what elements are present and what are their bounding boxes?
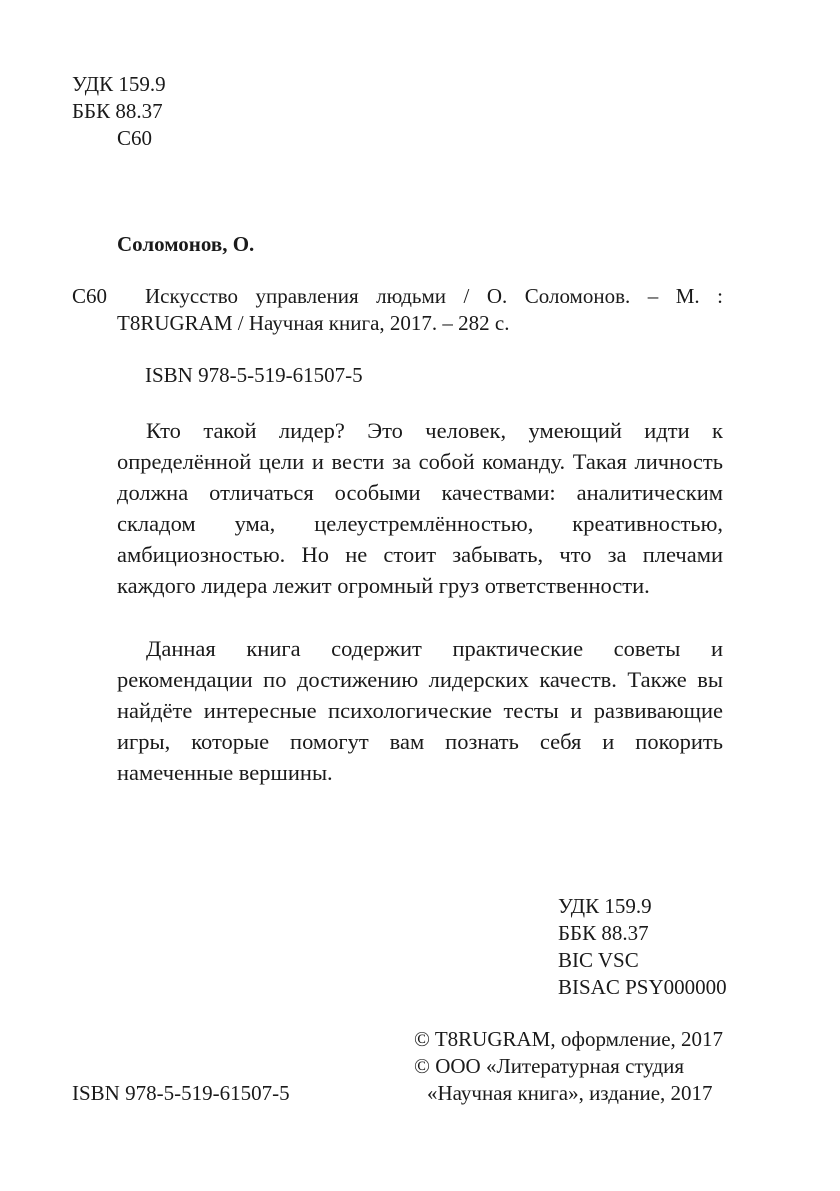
classification-bic: BIC VSC xyxy=(558,948,639,972)
copyright-line-1: © T8RUGRAM, оформление, 2017 xyxy=(414,1027,724,1051)
author-heading: Соломонов, О. xyxy=(117,232,255,256)
classification-bisac: BISAC PSY000000 xyxy=(558,975,727,999)
isbn-bottom: ISBN 978-5-519-61507-5 xyxy=(72,1081,290,1105)
copyright-line-3: «Научная книга», издание, 2017 xyxy=(427,1081,713,1105)
annotation-paragraph-2: Данная книга содержит практические советы и рекомендации по достижению лидерских качеств. Также вы найдёте интересные психологические тесты и развивающие игры, которые помогут вам познать себя и покорить намеченные вершины. xyxy=(117,636,723,785)
classification-udk: УДК 159.9 xyxy=(558,894,652,918)
author-mark: С60 xyxy=(117,126,153,150)
classification-bbk: ББК 88.37 xyxy=(558,921,649,945)
udk-index: УДК 159.9 xyxy=(72,72,166,96)
isbn-top: ISBN 978-5-519-61507-5 xyxy=(145,363,363,387)
bib-line-1: Искусство управления людьми / О. Соломонов. – М. : xyxy=(145,284,723,308)
bib-record xyxy=(145,283,723,309)
copyright-line-2: © ООО «Литературная студия xyxy=(414,1054,685,1078)
bib-line-2: T8RUGRAM / Научная книга, 2017. – 282 с. xyxy=(117,311,510,335)
bib-mark: С60 xyxy=(72,284,108,308)
annotation-paragraph-1: Кто такой лидер? Это человек, умеющий идти к определённой цели и вести за собой команду. Такая личность должна отличаться особыми качествами: аналитическим складом ума, целеустремлённостью, креативностью, амбициозностью. Но не стоит забывать, что за плечами каждого лидера лежит огромный груз ответственности. xyxy=(117,418,723,598)
bbk-index: ББК 88.37 xyxy=(72,99,163,123)
